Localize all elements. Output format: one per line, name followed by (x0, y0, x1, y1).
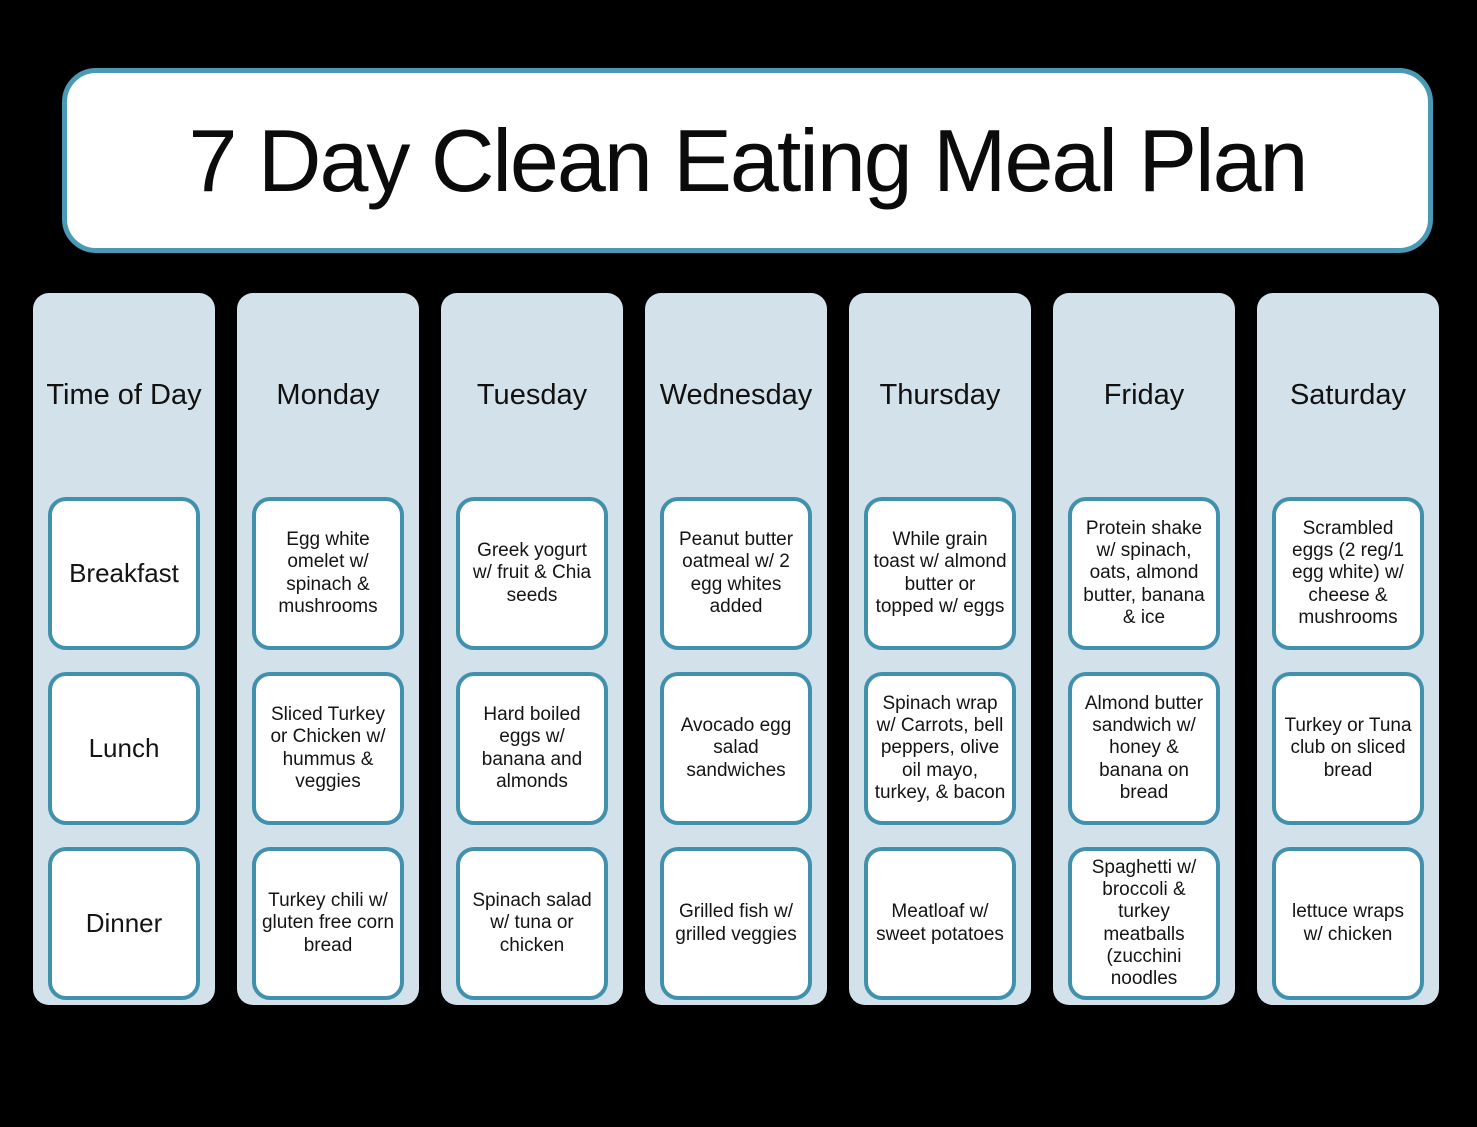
meal-cell-friday-breakfast: Protein shake w/ spinach, oats, almond butter, banana & ice (1068, 497, 1220, 650)
meal-cell-thursday-dinner: Meatloaf w/ sweet potatoes (864, 847, 1016, 1000)
page-title: 7 Day Clean Eating Meal Plan (188, 110, 1307, 210)
friday-cells (1053, 497, 1235, 1000)
title-box (62, 68, 1433, 253)
meal-cell-saturday-breakfast: Scrambled eggs (2 reg/1 egg white) w/ cheese & mushrooms (1272, 497, 1424, 650)
monday-cells (237, 497, 419, 1000)
meal-cell-wednesday-lunch: Avocado egg salad sandwiches (660, 672, 812, 825)
meal-cell-monday-breakfast: Egg white omelet w/ spinach & mushrooms (252, 497, 404, 650)
thursday-cells (849, 497, 1031, 1000)
meal-cell-friday-lunch: Almond butter sandwich w/ honey & banana on bread (1068, 672, 1220, 825)
meal-cell-wednesday-dinner: Grilled fish w/ grilled veggies (660, 847, 812, 1000)
time-of-day-cells (33, 497, 215, 1000)
meal-cell-monday-dinner: Turkey chili w/ gluten free corn bread (252, 847, 404, 1000)
row-label-dinner: Dinner (48, 847, 200, 1000)
wednesday-cells (645, 497, 827, 1000)
day-column-tuesday (441, 293, 623, 1005)
column-header-tuesday: Tuesday (476, 378, 588, 411)
column-header-friday: Friday (1103, 378, 1185, 411)
day-column-friday (1053, 293, 1235, 1005)
saturday-cells (1257, 497, 1439, 1000)
meal-cell-monday-lunch: Sliced Turkey or Chicken w/ hummus & veggies (252, 672, 404, 825)
row-label-lunch: Lunch (48, 672, 200, 825)
meal-cell-saturday-lunch: Turkey or Tuna club on sliced bread (1272, 672, 1424, 825)
row-label-breakfast: Breakfast (48, 497, 200, 650)
day-column-thursday (849, 293, 1031, 1005)
meal-plan-table (33, 293, 1439, 1005)
meal-cell-friday-dinner: Spaghetti w/ broccoli & turkey meatballs (zucchini noodles (1068, 847, 1220, 1000)
meal-cell-wednesday-breakfast: Peanut butter oatmeal w/ 2 egg whites added (660, 497, 812, 650)
column-header-saturday: Saturday (1289, 378, 1407, 411)
meal-cell-thursday-lunch: Spinach wrap w/ Carrots, bell peppers, olive oil mayo, turkey, & bacon (864, 672, 1016, 825)
meal-cell-thursday-breakfast: While grain toast w/ almond butter or topped w/ eggs (864, 497, 1016, 650)
column-header-monday: Monday (276, 378, 380, 411)
meal-cell-tuesday-lunch: Hard boiled eggs w/ banana and almonds (456, 672, 608, 825)
time-of-day-column (33, 293, 215, 1005)
meal-cell-tuesday-breakfast: Greek yogurt w/ fruit & Chia seeds (456, 497, 608, 650)
column-header-time-of-day: Time of Day (46, 378, 202, 411)
tuesday-cells (441, 497, 623, 1000)
day-column-monday (237, 293, 419, 1005)
day-column-saturday (1257, 293, 1439, 1005)
meal-cell-saturday-dinner: lettuce wraps w/ chicken (1272, 847, 1424, 1000)
column-header-wednesday: Wednesday (659, 378, 813, 411)
day-column-wednesday (645, 293, 827, 1005)
column-header-thursday: Thursday (879, 378, 1001, 411)
meal-cell-tuesday-dinner: Spinach salad w/ tuna or chicken (456, 847, 608, 1000)
